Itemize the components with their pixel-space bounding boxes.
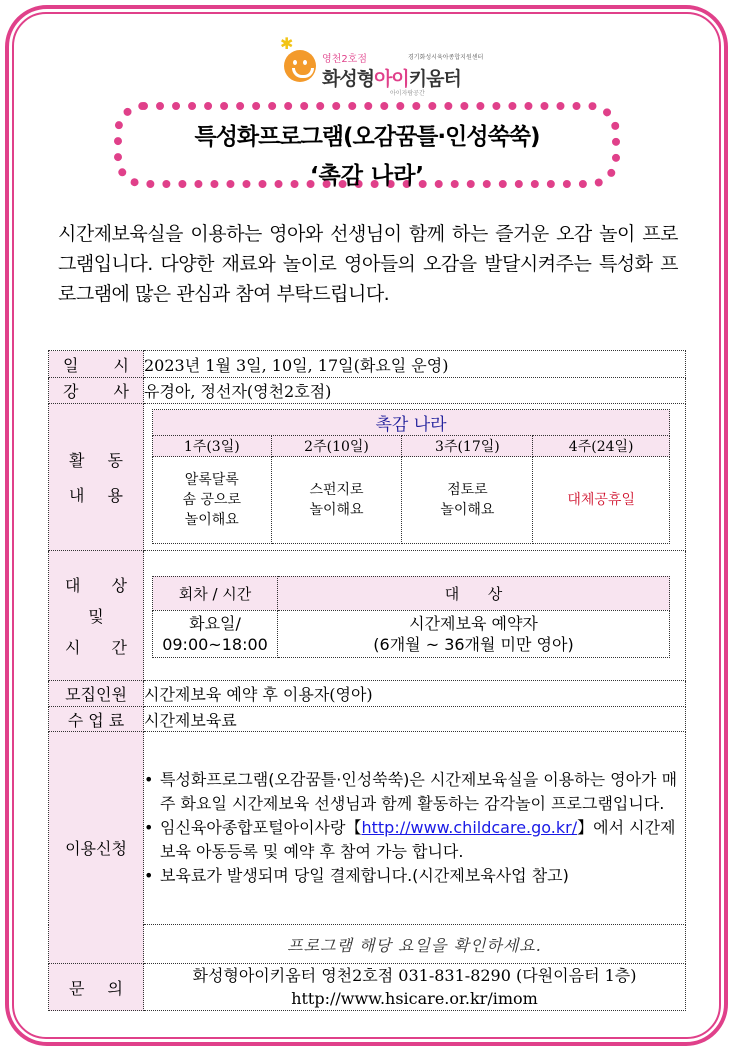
value-apply (144, 732, 686, 925)
value-date: 2023년 1월 3일, 10일, 17일(화요일 운영) (144, 351, 686, 378)
label-target: 대 상 및 시 간 (49, 551, 144, 681)
value-recruit: 시간제보육 예약 후 이용자(영아) (144, 681, 686, 707)
label-date: 일 시 (49, 351, 144, 378)
check-note: 프로그램 해당 요일을 확인하세요. (144, 925, 686, 964)
row-activity (49, 404, 686, 551)
target-time: 화요일/ 09:00~18:00 (153, 610, 278, 657)
logo (280, 34, 484, 98)
row-recruit (49, 681, 686, 707)
target-col2-header: 대 상 (278, 576, 670, 610)
label-contact: 문 의 (49, 964, 144, 1011)
activity-3: 점토로 놀이해요 (402, 457, 533, 544)
activity-1: 알록달록 솜 공으로 놀이해요 (153, 457, 272, 544)
info-table (48, 350, 686, 1011)
row-apply (49, 732, 686, 925)
week-4: 4주(24일) (533, 436, 670, 457)
row-date (49, 351, 686, 378)
activity-header: 촉감 나라 (153, 410, 670, 436)
contact-url[interactable]: http://www.hsicare.or.kr/imom (291, 989, 538, 1008)
target-col1-header: 회차 / 시간 (153, 576, 278, 610)
target-who: 시간제보육 예약자 (6개월 ~ 36개월 미만 영아) (278, 610, 670, 657)
activity-4-holiday: 대체공휴일 (533, 457, 670, 544)
row-contact (49, 964, 686, 1011)
label-apply: 이용신청 (49, 732, 144, 964)
page-subtitle: ‘촉감 나라’ (309, 163, 425, 189)
week-3: 3주(17일) (402, 436, 533, 457)
activity-2: 스펀지로 놀이해요 (271, 457, 402, 544)
label-teacher: 강 사 (49, 378, 144, 404)
label-recruit: 모집인원 (49, 681, 144, 707)
row-note (49, 925, 686, 964)
logo-sub: 아이자람공간 (390, 90, 425, 97)
logo-branch: 영천2호점 (322, 54, 368, 65)
childcare-link[interactable]: http://www.childcare.go.kr/ (361, 818, 578, 837)
target-table (152, 576, 670, 658)
sparkle-icon: ✱ (280, 34, 294, 53)
smile-face-icon (284, 50, 316, 82)
row-teacher (49, 378, 686, 404)
value-activity (144, 404, 686, 551)
contact-line: 화성형아이키움터 영천2호점 031-831-8290 (다원이음터 1층) (192, 966, 637, 985)
label-fee: 수 업 료 (49, 707, 144, 732)
page-title: 특성화프로그램(오감꿈틀·인성쑥쑥) (194, 124, 540, 150)
apply-item-1: • 특성화프로그램(오감꿈틀·인성쑥쑥)은 시간제보육실을 이용하는 영아가 매주 화요일 시간제보육 선생님과 함께 활동하는 감각놀이 프로그램입니다. (144, 768, 685, 816)
intro-paragraph: 시간제보육실을 이용하는 영아와 선생님이 함께 하는 즐거운 오감 놀이 프로그램입니다. 다양한 재료와 놀이로 영아들의 오감을 발달시켜주는 특성화 프로그램에 많은 관심과 참여 부탁드립니다. (58, 223, 678, 305)
week-1: 1주(3일) (153, 436, 272, 457)
logo-small-text: 경기화성시육아종합지원센터 (408, 54, 484, 61)
apply-item-2: • 임신육아종합포털아이사랑【http://www.childcare.go.kr/】에서 시간제보육 아동등록 및 예약 후 참여 가능 합니다. (144, 816, 685, 864)
value-teacher: 유경아, 정선자(영천2호점) (144, 378, 686, 404)
row-fee (49, 707, 686, 732)
value-contact (144, 964, 686, 1011)
week-2: 2주(10일) (271, 436, 402, 457)
value-target (144, 551, 686, 681)
label-activity: 활 동 내 용 (49, 404, 144, 551)
activity-table (152, 409, 670, 544)
apply-item-3: • 보육료가 발생되며 당일 결제합니다.(시간제보육사업 참고) (144, 864, 685, 888)
title-box (114, 102, 620, 188)
logo-name: 화성형아이키움터 (322, 68, 461, 90)
value-fee: 시간제보육료 (144, 707, 686, 732)
row-target (49, 551, 686, 681)
